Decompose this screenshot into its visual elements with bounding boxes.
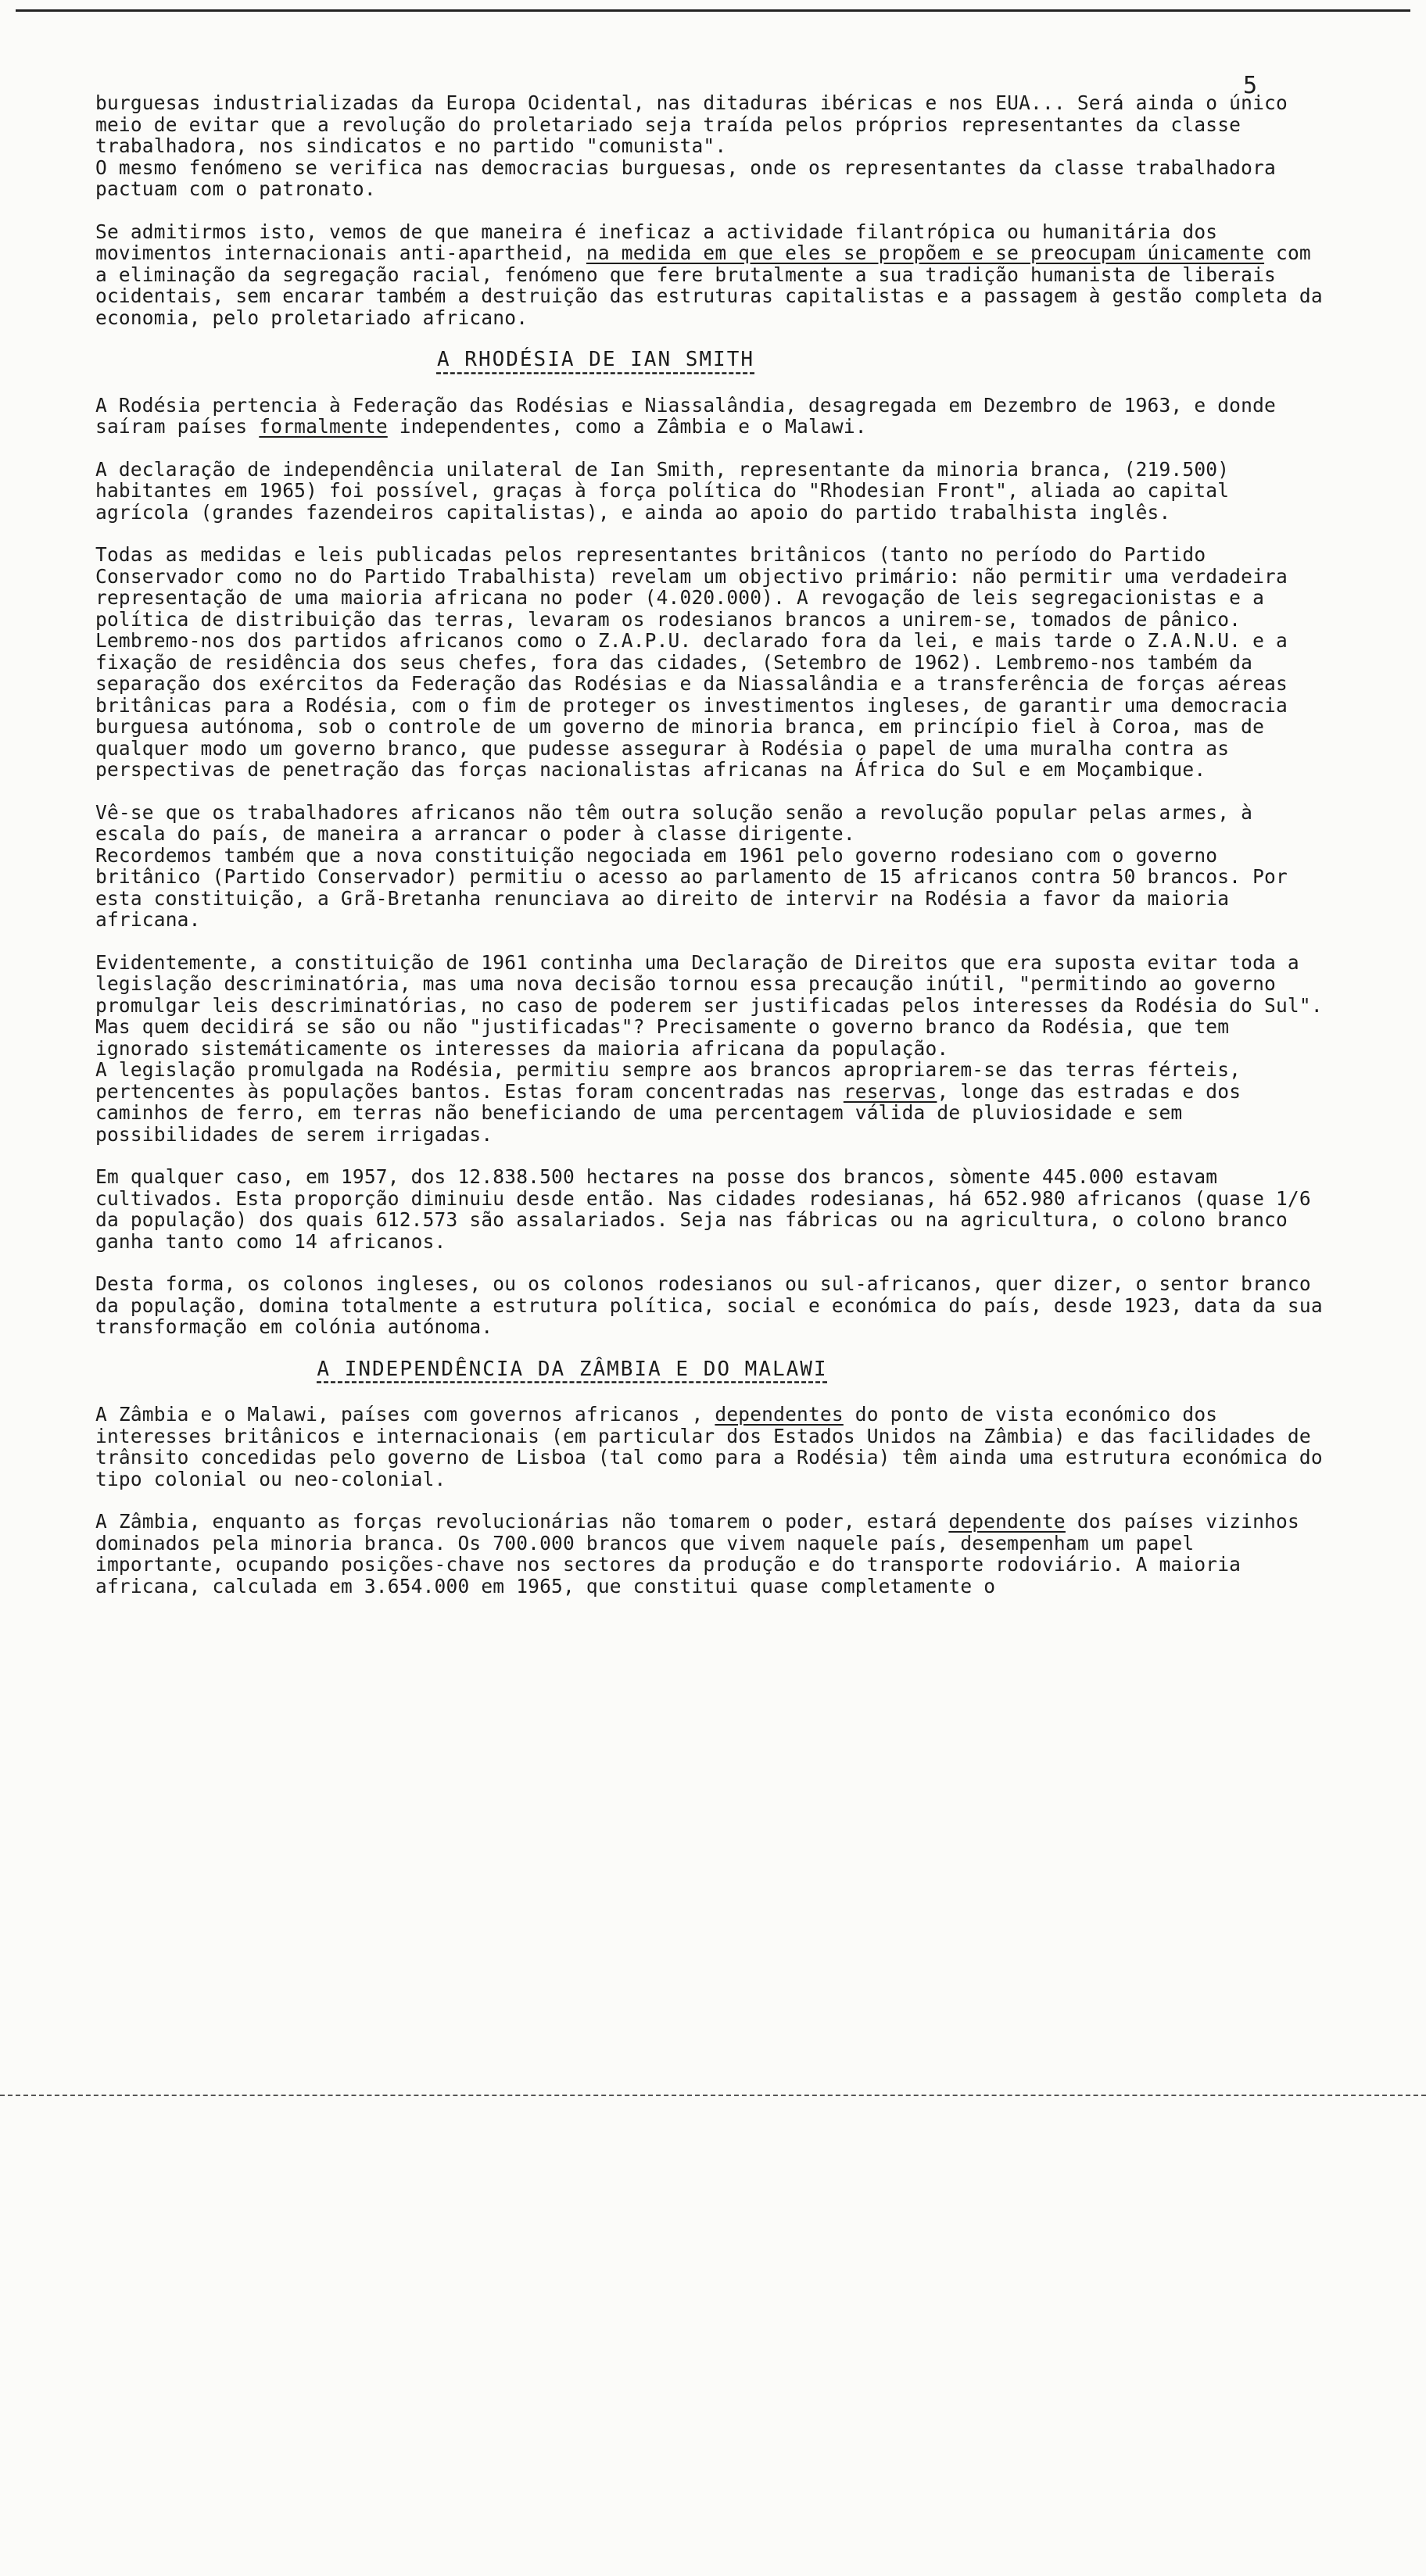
underlined-text: reservas (843, 1079, 937, 1103)
underlined-text: dependente (948, 1510, 1066, 1533)
paragraph-legislacao (95, 1059, 1331, 1145)
underlined-text: dependentes (715, 1403, 844, 1426)
paragraph-rodesia-federacao (95, 395, 1331, 438)
text-segment: A Zâmbia, enquanto as forças revolucionárias não tomarem o poder, estará (95, 1510, 949, 1533)
page-number: 5 (1243, 72, 1258, 99)
top-border-line (16, 9, 1410, 12)
paragraph-zambia-dependente (95, 1511, 1331, 1597)
paragraph-zambia-malawi (95, 1404, 1331, 1490)
document-body (95, 92, 1331, 1618)
paragraph-intro-1: burguesas industrializadas da Europa Ocidental, nas ditaduras ibéricas e nos EUA... Será ainda o único meio de evitar que a revolução do proletariado seja traída pelos próprios representantes da classe trabalhadora, nos sindicatos e no partido "comunista". (95, 91, 1288, 157)
paragraph-recordemos: Recordemos também que a nova constituição negociada em 1961 pelo governo rodesiano com o governo britânico (Partido Conservador) permitiu o acesso ao parlamento de 15 africanos contra 50 brancos. Por esta constituição, a Grã-Bretanha renunciava ao direito de intervir na Rodésia a favor da maioria africana. (95, 843, 1288, 931)
paragraph-qualquer-caso: Em qualquer caso, em 1957, dos 12.838.500 hectares na posse dos brancos, sòmente 445.000 estavam cultivados. Esta proporção diminuiu desde então. Nas cidades rodesianas, há 652.980 africanos (quase 1/6 da população) dos quais 612.573 são assalariados. Seja nas fábricas ou na agricultura, o colono branco ganha tanto como 14 africanos. (95, 1165, 1311, 1253)
underlined-text: na medida em que eles se propõem e se preocupam únicamente (586, 242, 1265, 264)
text-segment: A Zâmbia e o Malawi, países com governos africanos , (95, 1403, 715, 1426)
text-segment: com a eliminação da segregação racial, fenómeno que fere brutalmente a sua tradição humanista de liberais ocidentais, sem encarar também a destruição das estruturas capitalistas e a passagem à gestão completa da economia, pelo proletariado africano. (95, 242, 1323, 329)
underlined-text: formalmente (259, 415, 388, 438)
section-heading-zambia-malawi: A INDEPENDÊNCIA DA ZÂMBIA E DO MALAWI (317, 1357, 828, 1381)
bottom-dashed-line (0, 2095, 1426, 2096)
text-segment: , longe das estradas e dos caminhos de ferro, em terras não beneficiando de uma percentagem válida de pluviosidade e sem possibilidades de serem irrigadas. (95, 1079, 1241, 1146)
text-segment: Se admitirmos isto, vemos de que maneira é ineficaz a actividade filantrópica ou humanitária dos movimentos internacionais anti-apartheid, (95, 220, 1218, 264)
text-segment: A legislação promulgada na Rodésia, permitiu sempre aos brancos apropriarem-se das terras férteis, pertencentes às populações bantos. Estas foram concentradas nas (95, 1058, 1241, 1103)
paragraph-medidas: Todas as medidas e leis publicadas pelos representantes britânicos (tanto no período do Partido Conservador como no do Partido Trabalhista) revelam um objectivo primário: não permitir uma verdadeira representação de uma maioria africana no poder (4.020.000). A revogação de leis segregacionistas e a política de distribuição das terras, levaram os rodesianos brancos a unirem-se, tomados de pânico. Lembremo-nos dos partidos africanos como o Z.A.P.U. declarado fora da lei, e mais tarde o Z.A.N.U. e a fixação de residência dos seus chefes, fora das cidades, (Setembro de 1962). Lembremo-nos também da separação dos exércitos da Federação das Rodésias e da Niassalândia e a transferência de forças aéreas britânicas para a Rodésia, com o fim de proteger os investimentos ingleses, de garantir uma democracia burguesa autónoma, sob o controle de um governo de minoria branca, em princípio fiel à Coroa, mas de qualquer modo um governo branco, que pudesse assegurar à Rodésia o papel de uma muralha contra as perspectivas de penetração das forças nacionalistas africanas na África do Sul e em Moçambique. (95, 543, 1288, 781)
paragraph-intro-2: O mesmo fenómeno se verifica nas democracias burguesas, onde os representantes da classe trabalhadora pactuam com o patronato. (95, 156, 1276, 200)
paragraph-vese: Vê-se que os trabalhadores africanos não têm outra solução senão a revolução popular pelas armes, à escala do país, de maneira a arrancar o poder à classe dirigente. (95, 800, 1253, 845)
paragraph-evidentemente: Evidentemente, a constituição de 1961 continha uma Declaração de Direitos que era suposta evitar toda a legislação descriminatória, mas uma nova decisão tornou essa precaução inútil, "permitindo ao governo promulgar leis descriminatórias, no caso de poderem ser justificadas pelos interesses da Rodésia do Sul". Mas quem decidirá se são ou não "justificadas"? Precisamente o governo branco da Rodésia, que tem ignorado sistemáticamente os interesses da maioria africana da população. (95, 950, 1323, 1060)
paragraph-desta-forma: Desta forma, os colonos ingleses, ou os colonos rodesianos ou sul-africanos, quer dizer, o sentor branco da população, domina totalmente a estrutura política, social e económica do país, desde 1923, data da sua transformação em colónia autónoma. (95, 1272, 1323, 1338)
text-segment: do ponto de vista económico dos interesses britânicos e internacionais (em particular dos Estados Unidos na Zâmbia) e das facilidades de trânsito concedidas pelo governo de Lisboa (tal como para a Rodésia) têm ainda uma estrutura económica do tipo colonial ou neo-colonial. (95, 1403, 1323, 1490)
text-segment: independentes, como a Zâmbia e o Malawi. (387, 415, 867, 438)
section-heading-rhodesia: A RHODÉSIA DE IAN SMITH (436, 348, 755, 371)
text-segment: dos países vizinhos dominados pela minoria branca. Os 700.000 brancos que vivem naquele país, desempenham um papel importante, ocupando posições-chave nos sectores da produção e do transporte rodoviário. A maioria africana, calculada em 3.654.000 em 1965, que constitui quase completamente o (95, 1510, 1299, 1597)
paragraph-declaracao: A declaração de independência unilateral de Ian Smith, representante da minoria branca, (219.500) habitantes em 1965) foi possível, graças à força política do "Rhodesian Front", aliada ao capital agrícola (grandes fazendeiros capitalistas), e ainda ao apoio do partido trabalhista inglês. (95, 457, 1230, 524)
text-segment: A Rodésia pertencia à Federação das Rodésias e Niassalândia, desagregada em Dezembro de 1963, e donde saíram países (95, 393, 1276, 438)
paragraph-admitirmos (95, 221, 1331, 329)
